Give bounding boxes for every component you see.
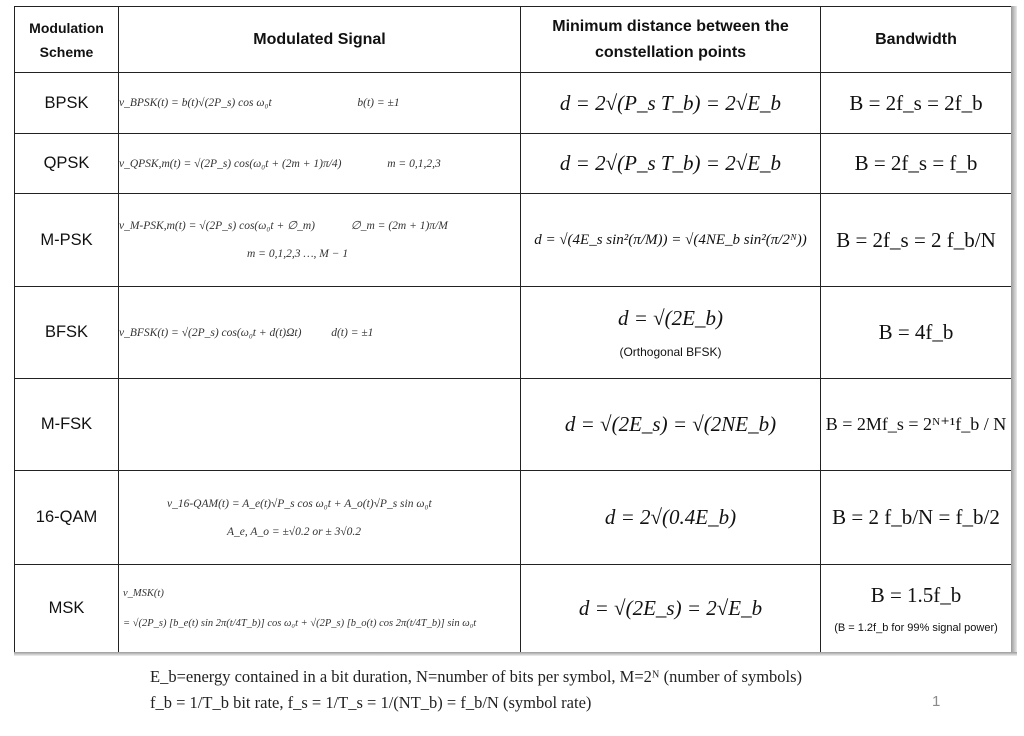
header-bandwidth: Bandwidth (821, 7, 1012, 73)
signal-mpsk-phase: ∅_m = (2m + 1)π/M (350, 220, 448, 232)
distance-bfsk-note: (Orthogonal BFSK) (619, 345, 722, 359)
table-row (15, 565, 1012, 653)
footer-line-1: E_b=energy contained in a bit duration, N=number of bits per symbol, M=2ᴺ (number of symbols) (150, 667, 803, 686)
signal-msk-label: v_MSK(t) (123, 587, 164, 599)
distance-bfsk-eq: d = √(2E_b) (617, 306, 723, 330)
table-right-shadow (1011, 6, 1017, 652)
signal-bpsk-cond: b(t) = ±1 (357, 97, 400, 109)
page-number: 1 (932, 693, 941, 710)
signal-bpsk (119, 73, 521, 134)
bandwidth-bfsk: B = 4f_b (821, 287, 1012, 379)
footer-notes (150, 664, 802, 716)
bandwidth-msk (821, 565, 1012, 653)
scheme-bfsk: BFSK (15, 287, 119, 379)
bandwidth-bpsk: B = 2f_s = 2f_b (821, 73, 1012, 134)
signal-qpsk-eq: v_QPSK,m(t) = √(2P_s) cos(ω₀t + (2m + 1)π/4) (119, 157, 342, 170)
bandwidth-mpsk: B = 2f_s = 2 f_b/N (821, 194, 1012, 287)
distance-msk: d = √(2E_s) = 2√E_b (521, 565, 821, 653)
scheme-16qam: 16-QAM (15, 471, 119, 565)
bandwidth-msk-note: (B = 1.2f_b for 99% signal power) (834, 622, 998, 634)
table-row (15, 194, 1012, 287)
header-minimum-distance: Minimum distance between the constellation points (521, 7, 821, 73)
table-row (15, 287, 1012, 379)
header-modulated-signal: Modulated Signal (119, 7, 521, 73)
modulation-table (14, 6, 1012, 653)
signal-mfsk-empty (119, 379, 521, 471)
distance-mpsk: d = √(4E_s sin²(π/M)) = √(4NE_b sin²(π/2ᴺ)) (521, 194, 821, 287)
scheme-msk: MSK (15, 565, 119, 653)
distance-qpsk: d = 2√(P_s T_b) = 2√E_b (521, 134, 821, 194)
signal-bfsk (119, 287, 521, 379)
signal-bpsk-eq: v_BPSK(t) = b(t)√(2P_s) cos ω₀t (119, 97, 272, 109)
signal-msk-eq: = √(2P_s) [b_e(t) sin 2π(t/4T_b)] cos ω₀t + √(2P_s) [b_o(t) cos 2π(t/4T_b)] sin ω₀t (123, 617, 477, 629)
footer-line-2: f_b = 1/T_b bit rate, f_s = 1/T_s = 1/(NT_b) = f_b/N (symbol rate) (150, 693, 592, 712)
bandwidth-mfsk: B = 2Mf_s = 2ᴺ⁺¹f_b / N (821, 379, 1012, 471)
bandwidth-msk-eq: B = 1.5f_b (870, 583, 962, 607)
signal-mpsk-eq: v_M-PSK,m(t) = √(2P_s) cos(ω₀t + ∅_m) (119, 220, 315, 232)
table-row (15, 379, 1012, 471)
distance-mfsk: d = √(2E_s) = √(2NE_b) (521, 379, 821, 471)
distance-bfsk (521, 287, 821, 379)
table-row (15, 134, 1012, 194)
bandwidth-16qam: B = 2 f_b/N = f_b/2 (821, 471, 1012, 565)
bandwidth-qpsk: B = 2f_s = f_b (821, 134, 1012, 194)
header-modulation-scheme: Modulation Scheme (15, 7, 119, 73)
scheme-bpsk: BPSK (15, 73, 119, 134)
signal-16qam-amplitudes: A_e, A_o = ±√0.2 or ± 3√0.2 (227, 525, 362, 538)
signal-msk (119, 565, 521, 653)
distance-bpsk: d = 2√(P_s T_b) = 2√E_b (521, 73, 821, 134)
table-row (15, 73, 1012, 134)
table-bottom-shadow (14, 652, 1017, 656)
signal-mpsk-index: m = 0,1,2,3 …, M − 1 (247, 248, 349, 260)
distance-16qam: d = 2√(0.4E_b) (521, 471, 821, 565)
signal-bfsk-eq: v_BFSK(t) = √(2P_s) cos(ω₀t + d(t)Ωt) (119, 326, 302, 339)
signal-16qam-eq: v_16-QAM(t) = A_e(t)√P_s cos ω₀t + A_o(t)√P_s sin ω₀t (167, 497, 432, 510)
scheme-mfsk: M-FSK (15, 379, 119, 471)
scheme-qpsk: QPSK (15, 134, 119, 194)
signal-mpsk (119, 194, 521, 287)
signal-16qam (119, 471, 521, 565)
table-row (15, 471, 1012, 565)
scheme-mpsk: M-PSK (15, 194, 119, 287)
signal-bfsk-cond: d(t) = ±1 (331, 326, 374, 339)
signal-qpsk-cond: m = 0,1,2,3 (387, 157, 441, 170)
signal-qpsk (119, 134, 521, 194)
